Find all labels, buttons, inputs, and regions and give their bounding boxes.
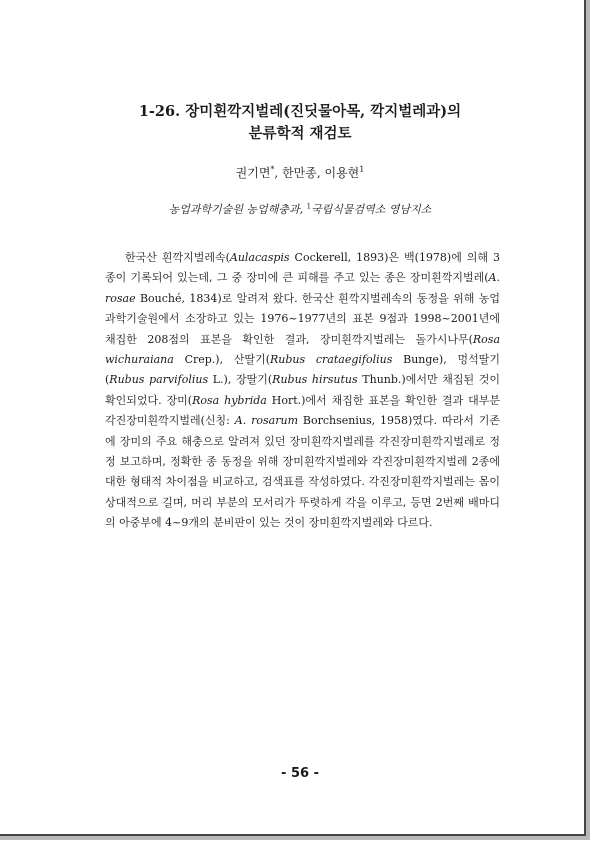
species-name: A. rosarum [234, 414, 299, 428]
species-name: Rubus crataegifolius [270, 353, 393, 367]
species-name: A. rosae [105, 271, 500, 305]
abstract-body [105, 248, 500, 534]
affiliation-org-2: 국립식물검역소 영남지소 [311, 203, 432, 216]
species-name: Rosa wichuraiana [105, 332, 500, 367]
species-name: Rubus parvifolius [109, 373, 209, 387]
species-name: Rubus hirsutus [272, 373, 358, 387]
affiliation-mark: 1 [306, 202, 312, 211]
paper-title-line1: 1-26. 장미흰깍지벌레(진딧물아목, 깍지벌레과)의 [138, 103, 462, 120]
author-3-mark: 1 [359, 165, 365, 174]
paper-title-line2: 분류학적 재검토 [248, 125, 352, 142]
abstract-text: Bunge), 멍석딸기( [105, 353, 500, 387]
species-name: Aulacaspis [229, 251, 290, 264]
abstract-text: Thunb.)에서만 채집된 것이 확인되었다. 장미( [105, 373, 500, 407]
abstract-text: Crep.), 산딸기( [173, 353, 270, 367]
paper-title [0, 101, 600, 145]
author-list [0, 164, 600, 181]
abstract-text: 한국산 흰깍지벌레속( [125, 251, 230, 264]
author-3: 이용현 [324, 166, 360, 180]
page-frame-bottom-shadow [0, 836, 590, 840]
author-2: 한만종 [282, 166, 317, 180]
abstract-text: Hort.)에서 채집한 표본을 확인한 결과 대부분 각진장미흰깍지벌레(신칭: [105, 393, 501, 428]
page-number: - 56 - [281, 766, 319, 781]
abstract-text: Cockerell, 1893)은 백(1978)에 의해 3종이 기록되어 있는데, 그 중 장미에 큰 피해를 주고 있는 종은 장미흰깍지벌레( [105, 251, 501, 285]
affiliation [0, 201, 600, 217]
abstract-text: Borchsenius, 1958)였다. 따라서 기존에 장미의 주요 해충으로 알려져 있던 장미흰깍지벌레를 각진장미흰깍지벌레로 정정 보고하며, 정확한 종 동정을 위해 장미흰깍지벌레와 각진장미흰깍지벌레 2종에 대한 형태적 차이점을 비교하고, 검색표를 작성하였다. 각진장미흰깍지벌레는 몸이 상대적으로 길며, 머리 부분의 모서리가 뚜렷하게 각을 이루고, 등면 2번째 배마디의 아중부에 4~9개의 분비판이 있는 것이 장미흰깍지벌레와 다르다. [105, 414, 501, 530]
author-separator: , [316, 166, 325, 180]
author-1-mark: * [270, 165, 275, 174]
affiliation-org-1: 농업과학기술원 농업해충과, [168, 203, 307, 216]
author-1: 권기면 [235, 166, 271, 180]
abstract-text: Bouché, 1834)로 알려져 왔다. 한국산 흰깍지벌레속의 동정을 위해 농업과학기술원에서 소장하고 있는 1976~1977년의 표본 9점과 1998~2001년에 채집한 208점의 표본을 확인한 결과, 장미흰깍지벌레는 돌가시나무( [105, 291, 500, 346]
abstract-text: L.), 장딸기( [208, 373, 273, 387]
species-name: Rosa hybrida [192, 393, 267, 407]
author-separator: , [274, 166, 283, 180]
